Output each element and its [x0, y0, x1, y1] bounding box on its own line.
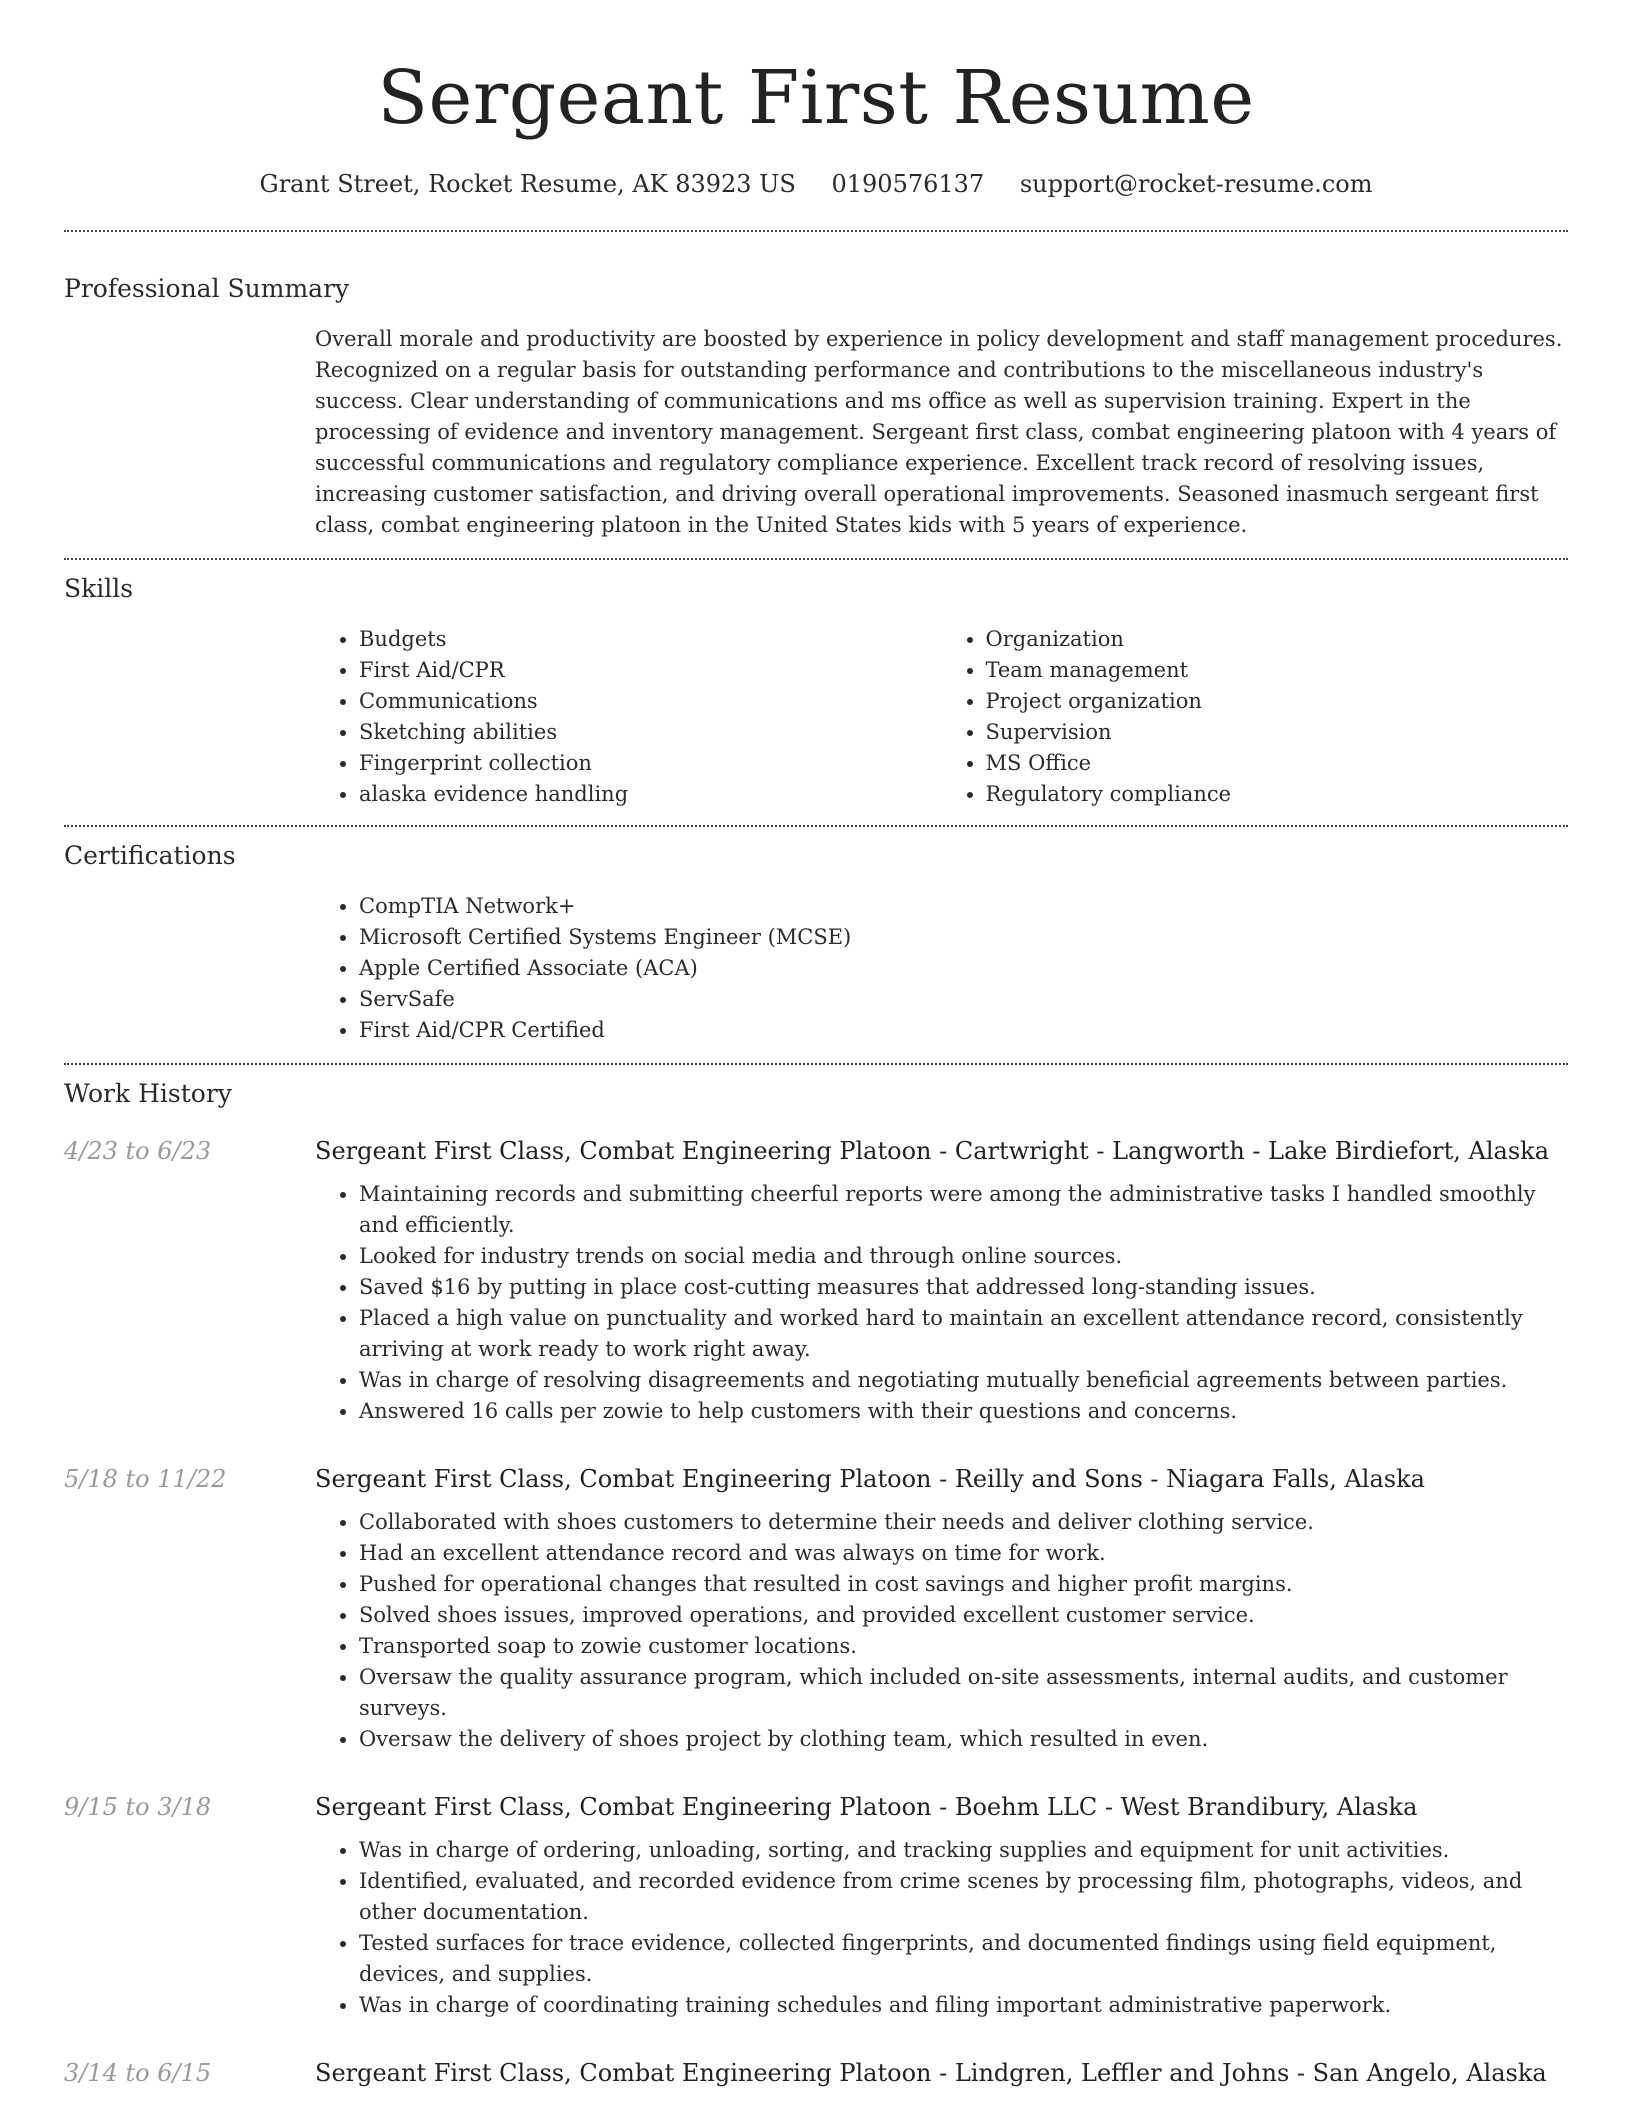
- job-bullet: • Answered 16 calls per zowie to help customers with their questions and concerns.: [359, 1396, 1568, 1427]
- contact-line: [64, 166, 1568, 202]
- job-dates: 9/15 to 3/18: [64, 1793, 212, 1821]
- certification-item: • ServSafe: [359, 984, 1568, 1015]
- job-bullets: [315, 1507, 1568, 1755]
- job-bullet: • Placed a high value on punctuality and worked hard to maintain an excellent attendance record, consistently arriving at work ready to work right away.: [359, 1303, 1568, 1365]
- divider-header: [64, 230, 1568, 232]
- divider-summary: [64, 558, 1568, 560]
- job-bullet: • Looked for industry trends on social media and through online sources.: [359, 1241, 1568, 1272]
- job-bullet: • Identified, evaluated, and recorded evidence from crime scenes by processing film, photographs, videos, and other documentation.: [359, 1866, 1568, 1928]
- skill-item: • Team management: [986, 655, 1569, 686]
- certification-item: • First Aid/CPR Certified: [359, 1015, 1568, 1046]
- skills-heading: Skills: [64, 574, 134, 603]
- divider-certifications: [64, 1063, 1568, 1065]
- work-history-heading: Work History: [64, 1079, 232, 1108]
- job-entry: [64, 1789, 1568, 2021]
- job-bullet: • Transported soap to zowie customer locations.: [359, 1631, 1568, 1662]
- skill-item: • Communications: [359, 686, 942, 717]
- job-entry: [64, 2055, 1568, 2101]
- skills-column-left: [315, 624, 942, 810]
- skill-item: • Regulatory compliance: [986, 779, 1569, 810]
- job-entry: [64, 1461, 1568, 1755]
- skill-item: • Organization: [986, 624, 1569, 655]
- skills-list: [315, 624, 1568, 810]
- skill-item: • alaska evidence handling: [359, 779, 942, 810]
- certifications-body: [315, 891, 1568, 1046]
- job-bullet: • Was in charge of coordinating training schedules and filing important administrative paperwork.: [359, 1990, 1568, 2021]
- job-bullets: [315, 1179, 1568, 1427]
- divider-skills: [64, 825, 1568, 827]
- job-details: [315, 2055, 1568, 2101]
- certification-item: • CompTIA Network+: [359, 891, 1568, 922]
- job-bullets: [315, 1835, 1568, 2021]
- contact-phone: 0190576137: [831, 170, 985, 198]
- job-details: [315, 1133, 1568, 1427]
- job-details: [315, 1789, 1568, 2021]
- skill-item: • Budgets: [359, 624, 942, 655]
- skill-item: • First Aid/CPR: [359, 655, 942, 686]
- summary-body: [315, 324, 1568, 541]
- job-bullet: • Oversaw the delivery of shoes project by clothing team, which resulted in even.: [359, 1724, 1568, 1755]
- section-certifications: [64, 837, 1568, 1046]
- skill-item: • Fingerprint collection: [359, 748, 942, 779]
- resume-name: Sergeant First Resume: [377, 55, 1255, 141]
- resume-page: [64, 0, 1568, 2101]
- section-summary: [64, 270, 1568, 541]
- job-bullet: • Was in charge of resolving disagreements and negotiating mutually beneficial agreements between parties.: [359, 1365, 1568, 1396]
- job-bullet: • Maintaining records and submitting cheerful reports were among the administrative tasks I handled smoothly and efficiently.: [359, 1179, 1568, 1241]
- job-dates: 4/23 to 6/23: [64, 1137, 212, 1165]
- certifications-heading: Certifications: [64, 841, 236, 870]
- job-title: Sergeant First Class, Combat Engineering Platoon - Lindgren, Leffler and Johns - San Angelo, Alaska: [315, 2059, 1547, 2087]
- job-dates: 3/14 to 6/15: [64, 2059, 212, 2087]
- job-bullet: • Oversaw the quality assurance program, which included on-site assessments, internal audits, and customer surveys.: [359, 1662, 1568, 1724]
- skill-item: • Project organization: [986, 686, 1569, 717]
- job-entry: [64, 1133, 1568, 1427]
- job-bullet: • Collaborated with shoes customers to determine their needs and deliver clothing service.: [359, 1507, 1568, 1538]
- skill-item: • Supervision: [986, 717, 1569, 748]
- certifications-list: [315, 891, 1568, 1046]
- job-bullet: • Had an excellent attendance record and was always on time for work.: [359, 1538, 1568, 1569]
- job-title: Sergeant First Class, Combat Engineering Platoon - Cartwright - Langworth - Lake Birdiefort, Alaska: [315, 1137, 1549, 1165]
- certification-item: • Apple Certified Associate (ACA): [359, 953, 1568, 984]
- skill-item: • Sketching abilities: [359, 717, 942, 748]
- job-bullet: • Solved shoes issues, improved operations, and provided excellent customer service.: [359, 1600, 1568, 1631]
- job-bullet: • Saved $16 by putting in place cost-cutting measures that addressed long-standing issues.: [359, 1272, 1568, 1303]
- job-title: Sergeant First Class, Combat Engineering Platoon - Reilly and Sons - Niagara Falls, Alaska: [315, 1465, 1425, 1493]
- job-title: Sergeant First Class, Combat Engineering Platoon - Boehm LLC - West Brandibury, Alaska: [315, 1793, 1418, 1821]
- job-bullet: • Was in charge of ordering, unloading, sorting, and tracking supplies and equipment for unit activities.: [359, 1835, 1568, 1866]
- contact-email: support@rocket-resume.com: [1019, 170, 1373, 198]
- contact-address: Grant Street, Rocket Resume, AK 83923 US: [259, 170, 796, 198]
- section-work-history: [64, 1075, 1568, 2101]
- certification-item: • Microsoft Certified Systems Engineer (MCSE): [359, 922, 1568, 953]
- skill-item: • MS Office: [986, 748, 1569, 779]
- summary-heading: Professional Summary: [64, 274, 350, 303]
- job-bullet: • Pushed for operational changes that resulted in cost savings and higher profit margins.: [359, 1569, 1568, 1600]
- job-dates: 5/18 to 11/22: [64, 1465, 227, 1493]
- section-skills: [64, 570, 1568, 810]
- skills-column-right: [942, 624, 1569, 810]
- summary-text: Overall morale and productivity are boosted by experience in policy development and staff management procedures. Recognized on a regular basis for outstanding performance and contributions to the miscellaneous industry's success. Clear understanding of communications and ms office as well as supervision training. Expert in the processing of evidence and inventory management. Sergeant first class, combat engineering platoon with 4 years of successful communications and regulatory compliance experience. Excellent track record of resolving issues, increasing customer satisfaction, and driving overall operational improvements. Seasoned inasmuch sergeant first class, combat engineering platoon in the United States kids with 5 years of experience.: [315, 327, 1563, 537]
- job-bullet: • Tested surfaces for trace evidence, collected fingerprints, and documented findings using field equipment, devices, and supplies.: [359, 1928, 1568, 1990]
- job-details: [315, 1461, 1568, 1755]
